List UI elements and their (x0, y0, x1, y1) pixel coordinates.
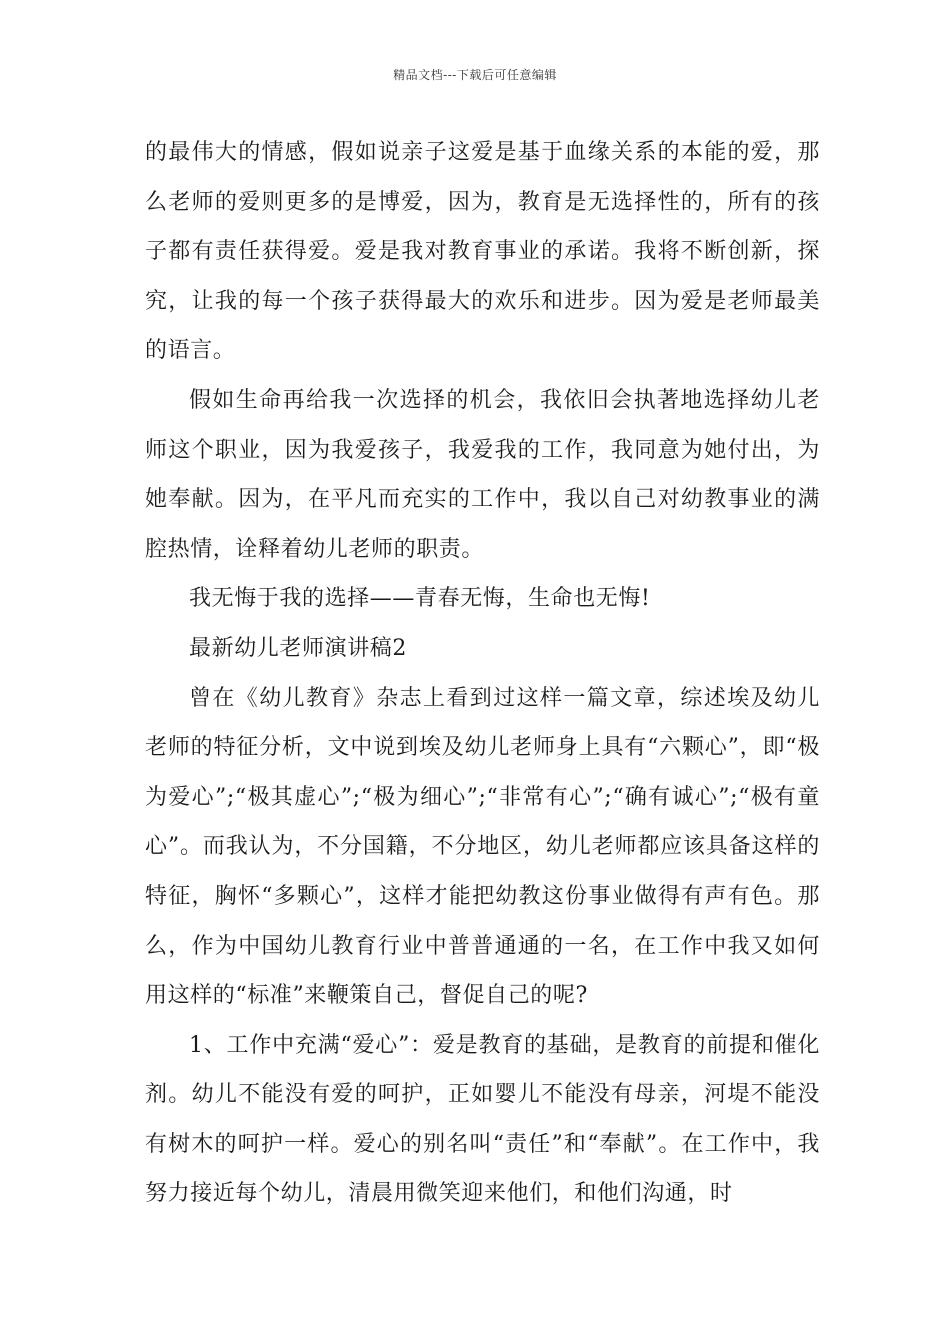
paragraph: 我无悔于我的选择——青春无悔，生命也无悔! (189, 586, 651, 612)
paragraph: 曾在《幼儿教育》杂志上看到过这样一篇文章，综述埃及幼儿老师的特征分析，文中说到埃及幼儿老师身上具有“六颗心”，即“极为爱心”;“极其虚心”;“极为细心”;“非常有心”;“确有诚心”;“极有童心”。而我认为，不分国籍，不分地区，幼儿老师都应该具备这样的特征，胸怀“多颗心”，这样才能把幼教这份事业做得有声有色。那么，作为中国幼儿教育行业中普普通通的一名，在工作中我又如何用这样的“标准”来鞭策自己，督促自己的呢? (145, 685, 820, 1009)
page-header: 精品文档---下载后可任意编辑 (393, 68, 557, 82)
document-body (145, 128, 820, 1219)
paragraph: 1、工作中充满“爱心”：爱是教育的基础，是教育的前提和催化剂。幼儿不能没有爱的呵护，正如婴儿不能没有母亲，河堤不能没有树木的呵护一样。爱心的别名叫“责任”和“奉献”。在工作中，我努力接近每个幼儿，清晨用微笑迎来他们，和他们沟通，时 (145, 1032, 820, 1207)
section-title: 最新幼儿老师演讲稿2 (189, 635, 407, 661)
paragraph: 假如生命再给我一次选择的机会，我依旧会执著地选择幼儿老师这个职业，因为我爱孩子，我爱我的工作，我同意为她付出，为她奉献。因为，在平凡而充实的工作中，我以自己对幼教事业的满腔热情，诠释着幼儿老师的职责。 (145, 387, 820, 562)
paragraph: 的最伟大的情感，假如说亲子这爱是基于血缘关系的本能的爱，那么老师的爱则更多的是博爱，因为，教育是无选择性的，所有的孩子都有责任获得爱。爱是我对教育事业的承诺。我将不断创新，探究，让我的每一个孩子获得最大的欢乐和进步。因为爱是老师最美的语言。 (145, 140, 820, 364)
